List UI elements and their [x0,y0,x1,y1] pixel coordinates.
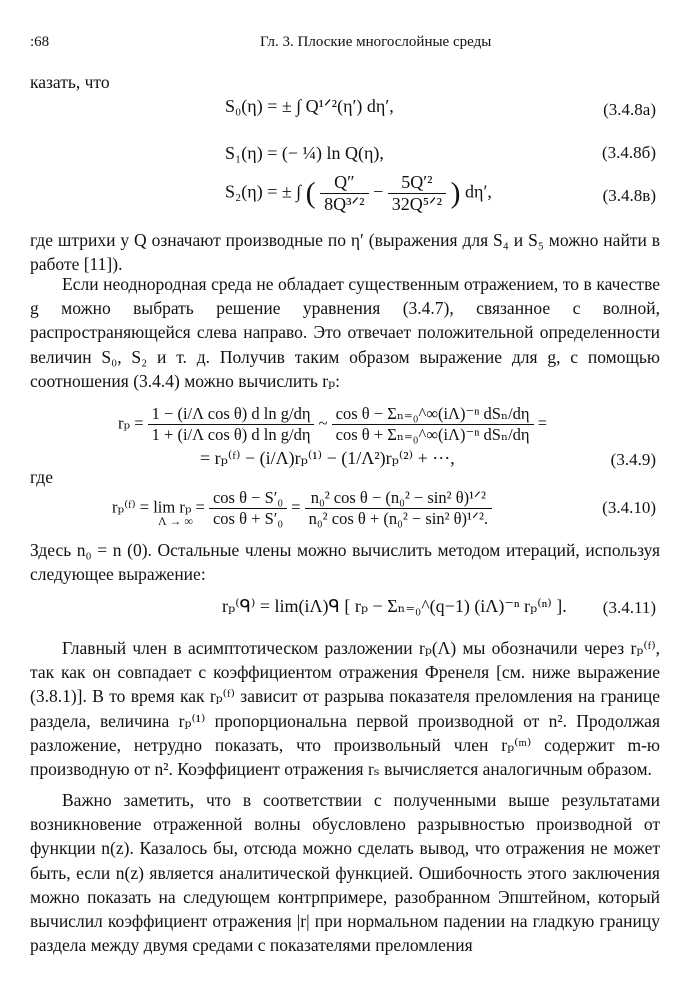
eq-label-348b: (3.4.8б) [602,143,656,162]
equation-3-4-9-line2: = rₚ⁽ᶠ⁾ − (i/Λ)rₚ⁽¹⁾ − (1/Λ²)rₚ⁽²⁾ + ···, [200,448,455,468]
eq-348a-lhs: S₀(η) = ± ∫ [225,96,302,116]
eq-label-348c: (3.4.8в) [602,186,656,205]
eq-label-348a: (3.4.8а) [603,100,656,119]
eq-3410-lim-sub: Λ → ∞ [158,514,193,528]
eq-348c-tail: dη′, [465,181,492,202]
eq-348c-lhs: S₂(η) = ± ∫ [225,181,302,202]
eq-349-frac1: $\frac{\text{1 − (i/Λ cos θ) d ln g/dη}}{\text{1 + (i/Λ cos θ) d ln g/dη}}$ [148,404,315,445]
paragraph-3: где [30,467,53,487]
eq-3410-frac2: $\frac{\text{n₀² cos θ − (n₀² − sin² θ)¹ᐟ²}}{\text{n₀² cos θ + (n₀² − sin² θ)¹ᐟ².}}$ [305,488,492,529]
page-header [30,34,670,56]
paragraph-6: Важно заметить, что в соответствии с полученными выше результатами возникновение отраженной волны обусловлено разрывностью производной от функции n(z). Казалось бы, отсюда можно сделать вывод, что отражения не может быть, если n(z) является аналитической функцией. Ошибочность этого заключения можно показать на следующем контрпримере, разобранном Эпштейном, который вычислил коэффициент отражения |r| при нормальном падении на гладкую границу раздела между двумя средами с показателями преломления [30,790,660,956]
equation-3-4-8a [225,96,394,117]
equation-3-4-11: rₚ⁽ᑫ⁾ = lim(iΛ)ᑫ [ rₚ − Σₙ₌₀^(q−1) (iΛ)⁻ⁿ rₚ⁽ⁿ⁾ ]. [222,596,567,616]
equation-3-4-8c: S₂(η) = ± ∫ ( $\frac{Q''}{\text{8Q³ᐟ²}}$ − $\frac{\text{5Q′²}}{\text{32Q⁵ᐟ²}}$ ) dη′, [225,172,492,214]
eq-label-3410: (3.4.10) [602,498,656,517]
eq-348a-body: Q¹ᐟ²(η′) dη′, [305,96,394,116]
paragraph-2: Если неоднородная среда не обладает существенным отражением, то в качестве g можно выбрать решение уравнения (3.4.7), связанное с волной, распространяющейся слева направо. Это отвечает положительной определенности величин S₀, S₂ и т. д. Получив таким образом выражение для g, с помощью соотношения (3.4.4) можно вычислить rₚ: [30,274,660,391]
eq-label-349: (3.4.9) [610,450,656,469]
paragraph-5: Главный член в асимптотическом разложении rₚ(Λ) мы обозначили через rₚ⁽ᶠ⁾, так как он совпадает с коэффициентом отражения Френеля [см. ниже выражение (3.8.1)]. В то время как rₚ⁽ᶠ⁾ зависит от разрыва показателя преломления на границе раздела, величина rₚ⁽¹⁾ пропорциональна первой производной от n². Продолжая разложение, нетрудно показать, что произвольный член rₚ⁽ᵐ⁾ содержит m-ю производную от n². Коэффициент отражения rₛ вычисляется аналогичным образом. [30,638,660,780]
eq-348c-frac2: $\frac{\text{5Q′²}}{\text{32Q⁵ᐟ²}}$ [388,172,446,215]
paragraph-1: где штрихи у Q означают производные по η′ (выражения для S₄ и S₅ можно найти в работе [11]). [30,230,660,275]
running-title: Гл. 3. Плоские многослойные среды [260,34,492,50]
page-number: :68 [30,34,50,50]
eq-348c-frac1: $\frac{Q''}{\text{8Q³ᐟ²}}$ [320,172,368,215]
eq-3410-frac1: $\frac{\text{cos θ − S′₀}}{\text{cos θ + S′₀}}$ [209,488,287,529]
lead-text: казать, что [30,72,110,92]
paragraph-4: Здесь n₀ = n (0). Остальные члены можно вычислить методом итераций, используя следующее выражение: [30,540,660,585]
equation-3-4-8b: S₁(η) = (− ¼) ln Q(η), [225,143,384,163]
eq-label-3411: (3.4.11) [602,598,656,617]
eq-349-frac2: $\frac{\text{cos θ − Σₙ₌₀\textasciicircum{}∞(iΛ)⁻ⁿ dSₙ/dη}}{\text{cos θ + Σₙ₌₀\textasciicircum{}∞(iΛ)⁻ⁿ dSₙ/dη}}$ [332,404,534,445]
equation-3-4-9-line1: rₚ = $\frac{\text{1 − (i/Λ cos θ) d ln g/dη}}{\text{1 + (i/Λ cos θ) d ln g/dη}}$ ~ $\frac{\text{cos θ − Σₙ₌₀\textasciicircum{}∞(iΛ)⁻ⁿ dSₙ/dη}}{\text{cos θ + Σₙ₌₀\textasciicircum{}∞(iΛ)⁻ⁿ dSₙ/dη}}$ = [118,404,547,444]
equation-3-4-10: rₚ⁽ᶠ⁾ = lim rₚ = $\frac{\text{cos θ − S′₀}}{\text{cos θ + S′₀}}$ = $\frac{\text{n₀² cos θ − (n₀² − sin² θ)¹ᐟ²}}{\text{n₀² cos θ + (n₀² − sin² θ)¹ᐟ².}}$ [112,488,492,529]
